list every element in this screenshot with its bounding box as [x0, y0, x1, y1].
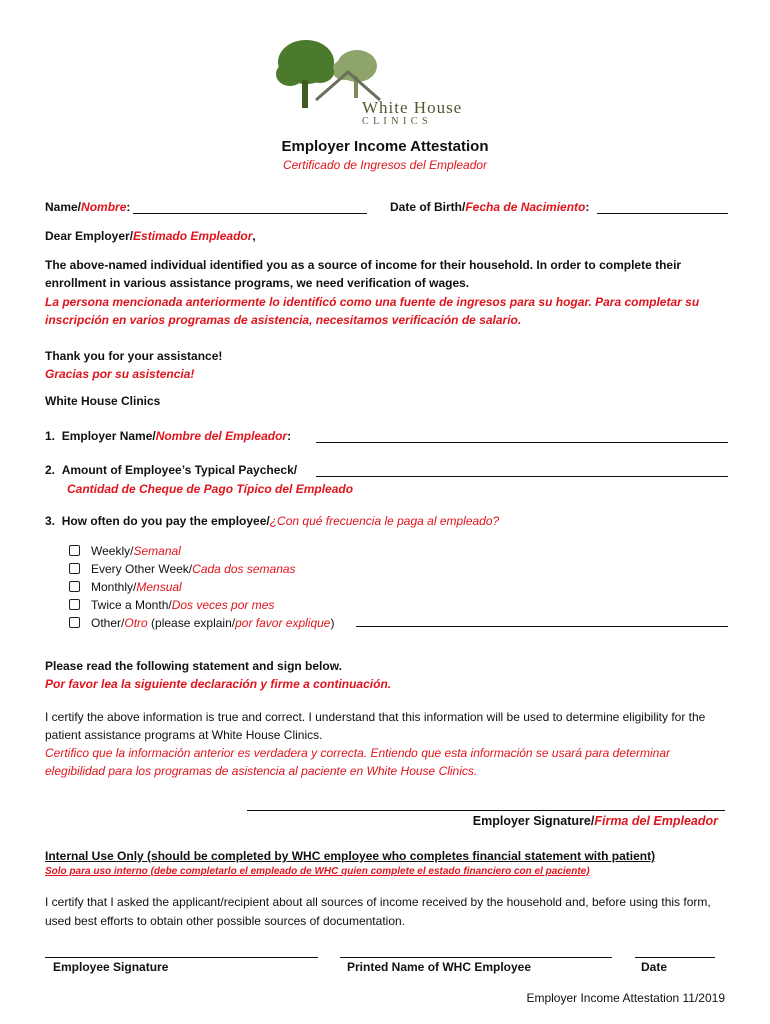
checkbox-monthly[interactable] [69, 581, 80, 592]
employer-signature-label [473, 814, 718, 828]
thanks-en: Thank you for your assistance! [45, 349, 223, 363]
internal-use-heading-es: Solo para uso interno (debe completarlo el empleado de WHC quien complete el estado financiero con el paciente) [45, 866, 590, 877]
q1-number: 1. [45, 429, 56, 443]
page-subtitle: Certificado de Ingresos del Empleador [282, 158, 488, 172]
option-other-close: ) [330, 616, 335, 630]
option-label-es: Mensual [136, 580, 182, 594]
footer-text: Employer Income Attestation 11/2019 [526, 991, 725, 1005]
statement-heading-es: Por favor lea la siguiente declaración y firme a continuación. [45, 677, 392, 691]
logo-wordmark: White House [362, 98, 463, 117]
q3-label-es: ¿Con qué frecuencia le paga al empleado? [269, 514, 500, 528]
internal-certify: I certify that I asked the applicant/recipient about all sources of income received by the household and, before using this form, used best efforts to obtain other possible sources of documentation. [45, 895, 711, 928]
checkbox-other[interactable] [69, 617, 80, 628]
q2-label-es: Cantidad de Cheque de Pago Típico del Empleado [67, 482, 354, 496]
option-other-explain: (please explain/ [147, 616, 236, 630]
statement-heading: Please read the following statement and sign below. [45, 659, 342, 673]
checkbox-weekly[interactable] [69, 545, 80, 556]
option-label: Other/ [91, 616, 125, 630]
q1-colon: : [287, 429, 292, 443]
q1-label-es: Nombre del Empleador [155, 429, 288, 443]
internal-use-heading: Internal Use Only (should be completed by WHC employee who completes financial statement with patient) [45, 849, 656, 863]
dob-label-es: Fecha de Nacimiento [465, 200, 586, 214]
option-label: Every Other Week/ [91, 562, 193, 576]
logo-subtitle: C L I N I C S [362, 116, 429, 127]
employer-signature-es: Firma del Empleador [594, 814, 718, 828]
name-field [45, 200, 130, 214]
date-label: Date [641, 960, 668, 974]
q3-number: 3. [45, 514, 56, 528]
name-input-line[interactable] [133, 213, 367, 214]
dob-input-line[interactable] [597, 213, 728, 214]
option-label-es: Semanal [133, 544, 181, 558]
dob-colon: : [585, 200, 590, 214]
certify-en: I certify the above information is true and correct. I understand that this information will be used to determine eligibility for the patient assistance programs at White House Clinics. [45, 710, 706, 742]
option-weekly[interactable] [69, 542, 334, 560]
dob-field [390, 200, 589, 214]
paycheck-input-line[interactable] [316, 476, 728, 477]
printed-name-label: Printed Name of WHC Employee [347, 960, 532, 974]
date-line[interactable] [635, 957, 715, 958]
option-label-es: Dos veces por mes [171, 598, 275, 612]
option-monthly[interactable] [69, 578, 334, 596]
dob-label: Date of Birth/ [390, 200, 466, 214]
q2-label: Amount of Employee’s Typical Paycheck/ [61, 463, 298, 477]
option-other-explain-es: por favor explique [235, 616, 331, 630]
question-2 [45, 463, 297, 477]
frequency-options [69, 542, 334, 632]
question-1 [45, 429, 291, 443]
certify-es: Certifico que la información anterior es verdadera y correcta. Entiendo que esta información se usará para determinar elegibilidad para los programas de asistencia al paciente en White House Clinics. [45, 746, 670, 778]
printed-name-line[interactable] [340, 957, 612, 958]
org-name: White House Clinics [45, 394, 161, 408]
option-label: Twice a Month/ [91, 598, 172, 612]
greeting-en: Dear Employer/ [45, 229, 134, 243]
logo [270, 32, 500, 128]
checkbox-every-other-week[interactable] [69, 563, 80, 574]
q2-number: 2. [45, 463, 56, 477]
employer-name-input-line[interactable] [316, 442, 728, 443]
greeting-es: Estimado Empleador [133, 229, 253, 243]
option-label-es: Cada dos semanas [192, 562, 296, 576]
option-label: Monthly/ [91, 580, 137, 594]
q3-label: How often do you pay the employee/ [61, 514, 270, 528]
greeting [45, 229, 256, 243]
q1-label: Employer Name/ [61, 429, 156, 443]
name-label-es: Nombre [81, 200, 127, 214]
intro-en: The above-named individual identified you as a source of income for their household. In order to complete their enrollment in various assistance programs, we need verification of wages. [45, 258, 682, 290]
option-label-es: Otro [124, 616, 148, 630]
employer-signature-line[interactable] [247, 810, 725, 811]
intro-es: La persona mencionada anteriormente lo identificó como una fuente de ingresos para su hogar. Para completar su inscripción en varios programas de asistencia, necesitamos verificación de salario. [45, 295, 700, 327]
option-other[interactable] [69, 614, 334, 632]
thanks-es: Gracias por su asistencia! [45, 367, 195, 381]
greeting-comma: , [252, 229, 256, 243]
employer-signature-en: Employer Signature/ [472, 814, 595, 828]
option-twice-a-month[interactable] [69, 596, 334, 614]
option-every-other-week[interactable] [69, 560, 334, 578]
other-explain-input-line[interactable] [356, 626, 728, 627]
name-colon: : [126, 200, 131, 214]
employee-signature-label: Employee Signature [53, 960, 169, 974]
employee-signature-line[interactable] [45, 957, 318, 958]
checkbox-twice-a-month[interactable] [69, 599, 80, 610]
question-3 [45, 514, 499, 528]
page-title: Employer Income Attestation [281, 138, 489, 155]
name-label: Name/ [45, 200, 82, 214]
option-label: Weekly/ [91, 544, 134, 558]
